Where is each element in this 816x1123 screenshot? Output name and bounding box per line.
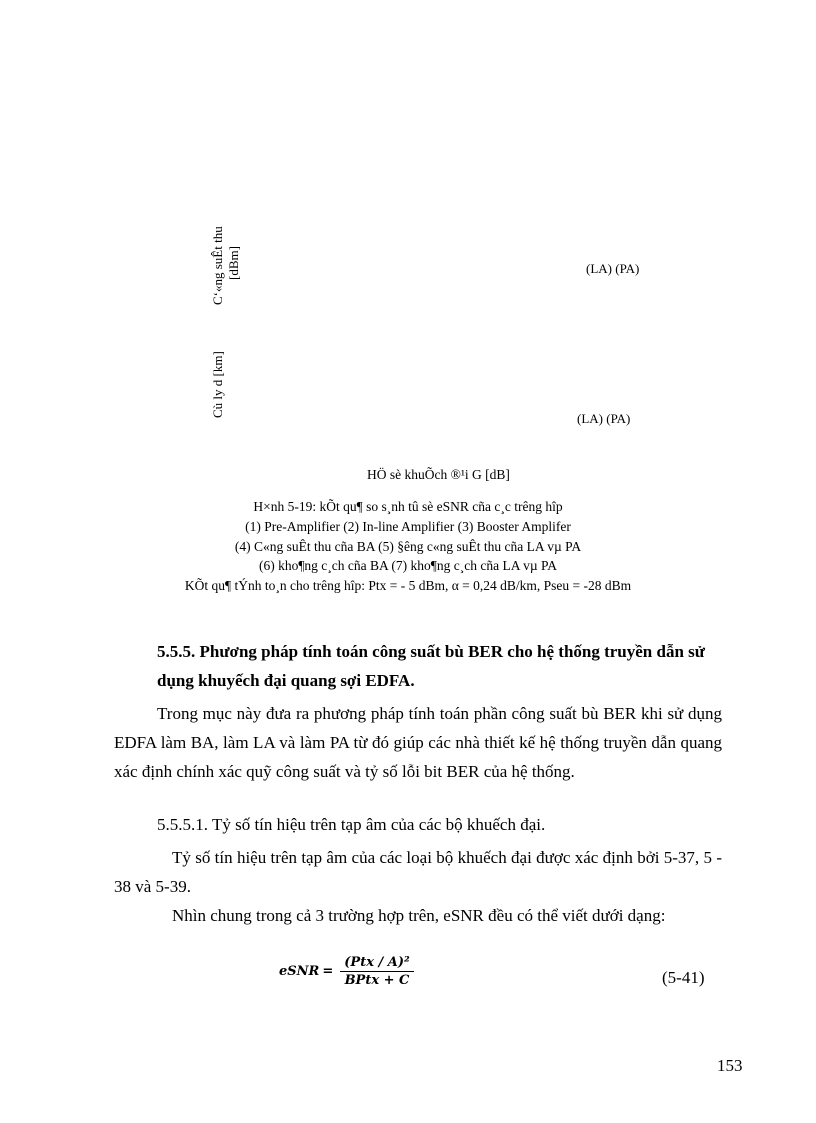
equation-numerator: (Ptx / A)²: [340, 955, 413, 972]
paragraph-snr: Tỷ số tín hiệu trên tạp âm của các loại bộ khuếch đại được xác định bởi 5-37, 5 - 38 và 5-39.: [114, 848, 722, 896]
distance-axis-label: Cù ly d [km]: [210, 351, 225, 418]
power-axis-label: Cʻ«ng suÊt thu: [210, 226, 225, 305]
power-axis-unit: [dBm]: [226, 246, 241, 280]
legend-bottom: (LA) (PA): [577, 411, 631, 426]
page-number: 153: [717, 1056, 743, 1075]
equation-fraction: [340, 955, 413, 988]
subsection-heading: 5.5.5.1. Tỷ số tín hiệu trên tạp âm của các bộ khuếch đại.: [157, 815, 546, 834]
figure-caption-legend-2: (4) C«ng suÊt thu cña BA (5) §êng c«ng suÊt thu cña LA vµ PA: [234, 539, 582, 554]
equation-lhs: eSNR: [279, 964, 320, 979]
equation-number: (5-41): [662, 968, 705, 987]
equation-equals: =: [322, 964, 334, 979]
figure-caption-params: KÕt qu¶ tÝnh to¸n cho trêng hîp: Ptx = - 5 dBm, α = 0,24 dB/km, Pseu = -28 dBm: [184, 578, 632, 593]
figure-caption-legend-3: (6) kho¶ng c¸ch cña BA (7) kho¶ng c¸ch cña LA vµ PA: [258, 558, 558, 573]
figure-caption-legend-1: (1) Pre-Amplifier (2) In-line Amplifier (3) Booster Amplifer: [245, 519, 571, 534]
paragraph-intro: Trong mục này đưa ra phương pháp tính toán phần công suất bù BER khi sử dụng EDFA làm BA, làm LA và làm PA từ đó giúp các nhà thiết kế hệ thống truyền dẫn quang xác định chính xác quỹ công suất và tỷ số lỗi bit BER của hệ thống.: [114, 704, 722, 781]
equation-denominator: BPtx + C: [344, 973, 410, 988]
section-heading: 5.5.5. Phương pháp tính toán công suất bù BER cho hệ thống truyền dẫn sử dụng khuyếch đại quang sợi EDFA.: [157, 642, 705, 690]
legend-top: (LA) (PA): [586, 261, 640, 276]
equation-esnr: [279, 955, 414, 988]
figure-caption-title: H×nh 5-19: kÕt qu¶ so s¸nh tû sè eSNR cña c¸c trêng hîp: [253, 499, 563, 514]
paragraph-general-form: Nhìn chung trong cả 3 trường hợp trên, eSNR đều có thể viết dưới dạng:: [172, 906, 666, 925]
gain-axis-label: HÖ sè khuÕch ®¹i G [dB]: [367, 467, 510, 482]
